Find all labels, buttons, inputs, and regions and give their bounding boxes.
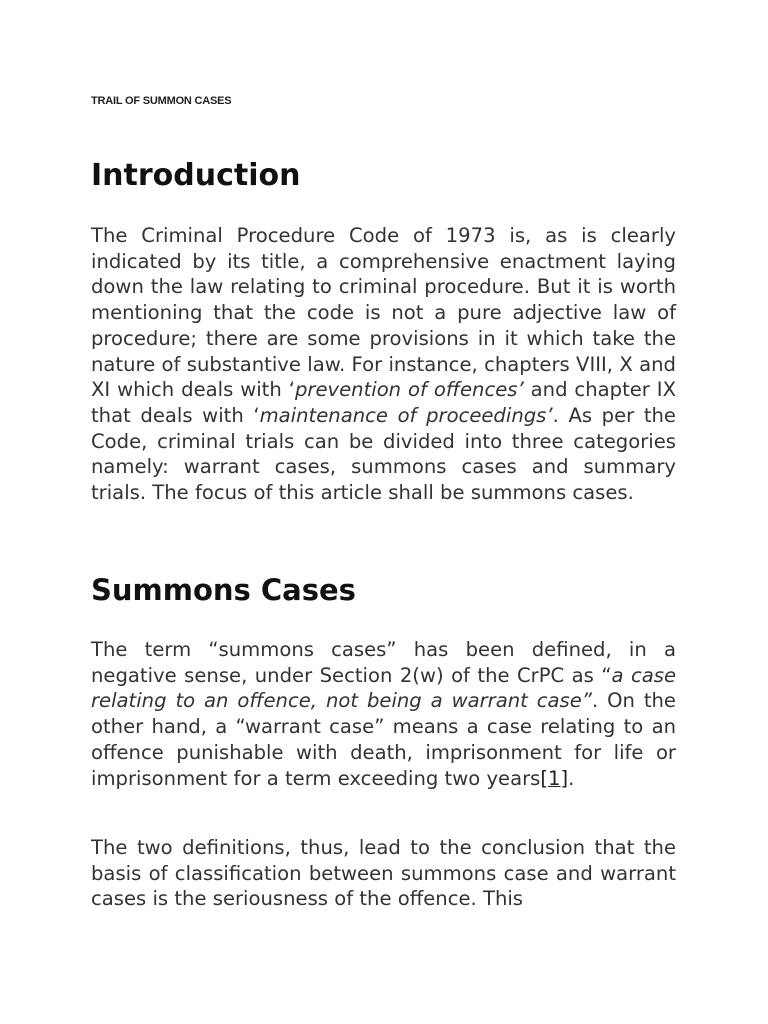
italic-quote: a case relating to an offence, not being a warrant case” (91, 663, 676, 713)
paragraph-text: . (568, 766, 575, 790)
italic-phrase: prevention of offences’ (294, 378, 524, 402)
paragraph-text: . On the other hand, a “warrant case” means a case relating to an offence punishable with death, imprisonment for life or imprisonment for a term exceeding two years (91, 689, 676, 790)
paragraph-text: The term “summons cases” has been defined, in a negative sense, under Section 2(w) of the CrPC as “ (91, 638, 676, 687)
paragraph-introduction (91, 223, 676, 506)
document-label: TRAIL OF SUMMON CASES (91, 95, 232, 107)
paragraph-summons-definition (91, 637, 676, 791)
paragraph-text: The Criminal Procedure Code of 1973 is, as is clearly indicated by its title, a comprehensive enactment laying down the law relating to criminal procedure. But it is worth mentioning that the code is not a pure adjective law of procedure; there are some provisions in it which take the nature of substantive law. For instance, chapters VIII, X and XI which deals with ‘ (91, 224, 676, 402)
paragraph-text: . As per the Code, criminal trials can be divided into three categories namely: warrant cases, summons cases and summary trials. The focus of this article shall be summons cases. (91, 403, 676, 505)
italic-phrase: maintenance of proceedings’ (259, 403, 553, 427)
paragraph-classification: The two definitions, thus, lead to the conclusion that the basis of classification between summons case and warrant cases is the seriousness of the offence. This (91, 836, 676, 911)
paragraph-text: and chapter IX that deals with ‘ (91, 378, 676, 427)
heading-summons-cases: Summons Cases (91, 573, 356, 607)
heading-introduction: Introduction (91, 158, 301, 193)
footnote-link[interactable]: [1] (540, 766, 569, 790)
